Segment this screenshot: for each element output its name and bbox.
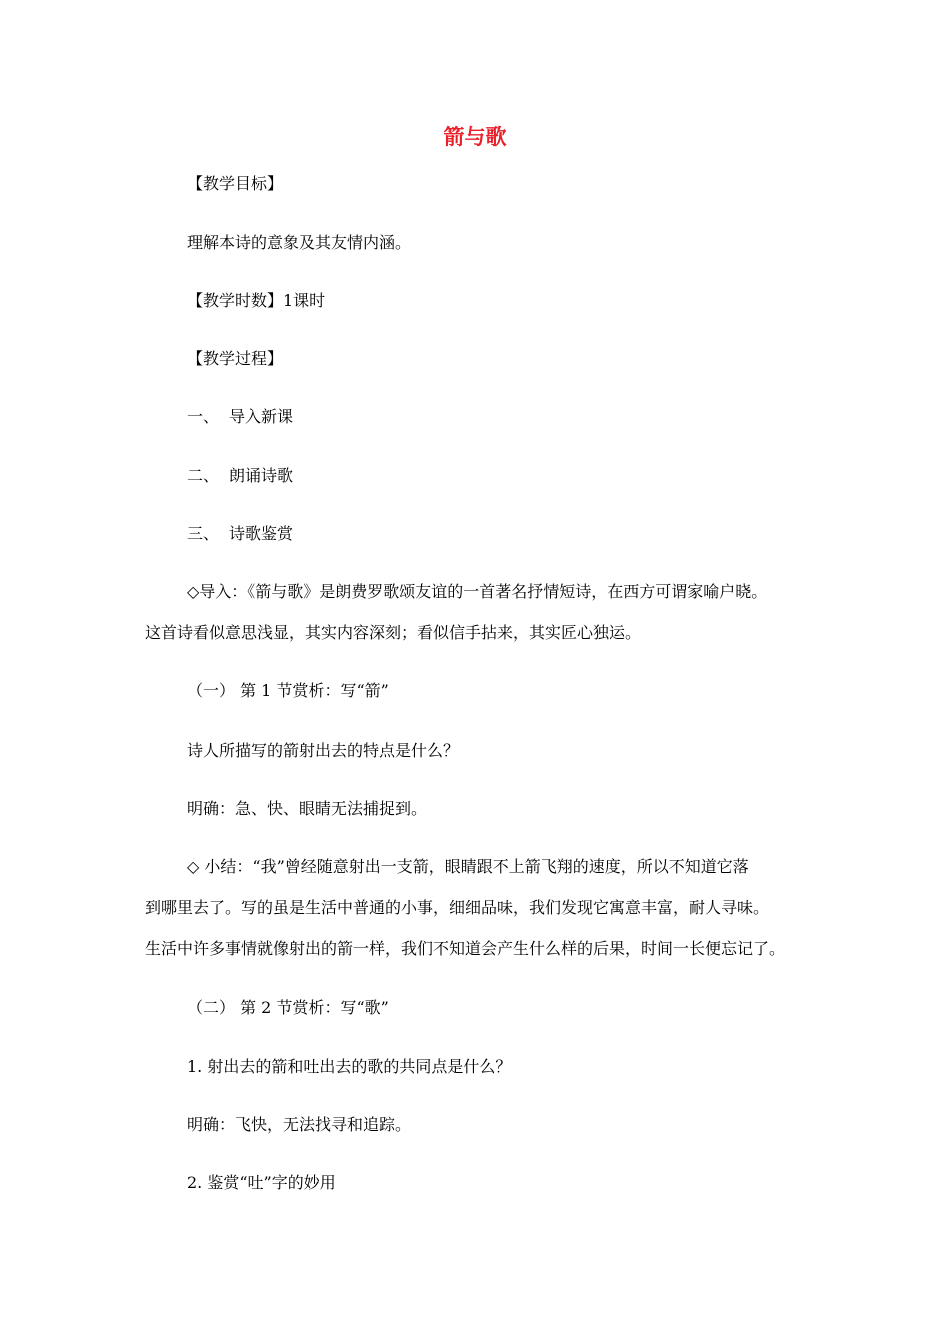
step-number: 一、	[187, 407, 220, 426]
part1-answer: 明确：急、快、眼睛无法捕捉到。	[187, 799, 428, 818]
goal-text: 理解本诗的意象及其友情内涵。	[187, 233, 412, 252]
document-title: 箭与歌	[443, 124, 507, 149]
hours-line: 【教学时数】1课时	[187, 291, 326, 310]
step-text: 朗诵诗歌	[229, 466, 294, 485]
part1-question: 诗人所描写的箭射出去的特点是什么？	[187, 741, 460, 760]
step-item	[187, 405, 293, 429]
step-item	[187, 522, 293, 546]
step-text: 导入新课	[229, 407, 294, 426]
intro-line-1: ◇导入：《箭与歌》是朗费罗歌颂友谊的一首著名抒情短诗，在西方可谓家喻户晓。	[187, 582, 768, 601]
part1-heading: （一） 第 1 节赏析：写“箭”	[187, 681, 389, 700]
process-heading: 【教学过程】	[187, 349, 284, 368]
part1-summary-line-3: 生活中许多事情就像射出的箭一样，我们不知道会产生什么样的后果，时间一长便忘记了。	[145, 939, 786, 958]
goal-heading: 【教学目标】	[187, 174, 284, 193]
step-text: 诗歌鉴赏	[229, 524, 294, 543]
part2-answer-1: 明确：飞快，无法找寻和追踪。	[187, 1115, 412, 1134]
step-number: 二、	[187, 466, 220, 485]
part2-question-2: 2. 鉴赏“吐”字的妙用	[187, 1173, 336, 1192]
step-number: 三、	[187, 524, 220, 543]
step-item	[187, 464, 293, 488]
part2-question-1: 1. 射出去的箭和吐出去的歌的共同点是什么？	[187, 1057, 512, 1076]
intro-line-2: 这首诗看似意思浅显，其实内容深刻；看似信手拈来，其实匠心独运。	[145, 623, 642, 642]
part2-heading: （二） 第 2 节赏析：写“歌”	[187, 998, 389, 1017]
part1-summary-line-2: 到哪里去了。写的虽是生活中普通的小事，细细品味，我们发现它寓意丰富，耐人寻味。	[145, 898, 770, 917]
part1-summary-line-1: ◇ 小结：“我”曾经随意射出一支箭，眼睛跟不上箭飞翔的速度，所以不知道它落	[187, 857, 749, 876]
